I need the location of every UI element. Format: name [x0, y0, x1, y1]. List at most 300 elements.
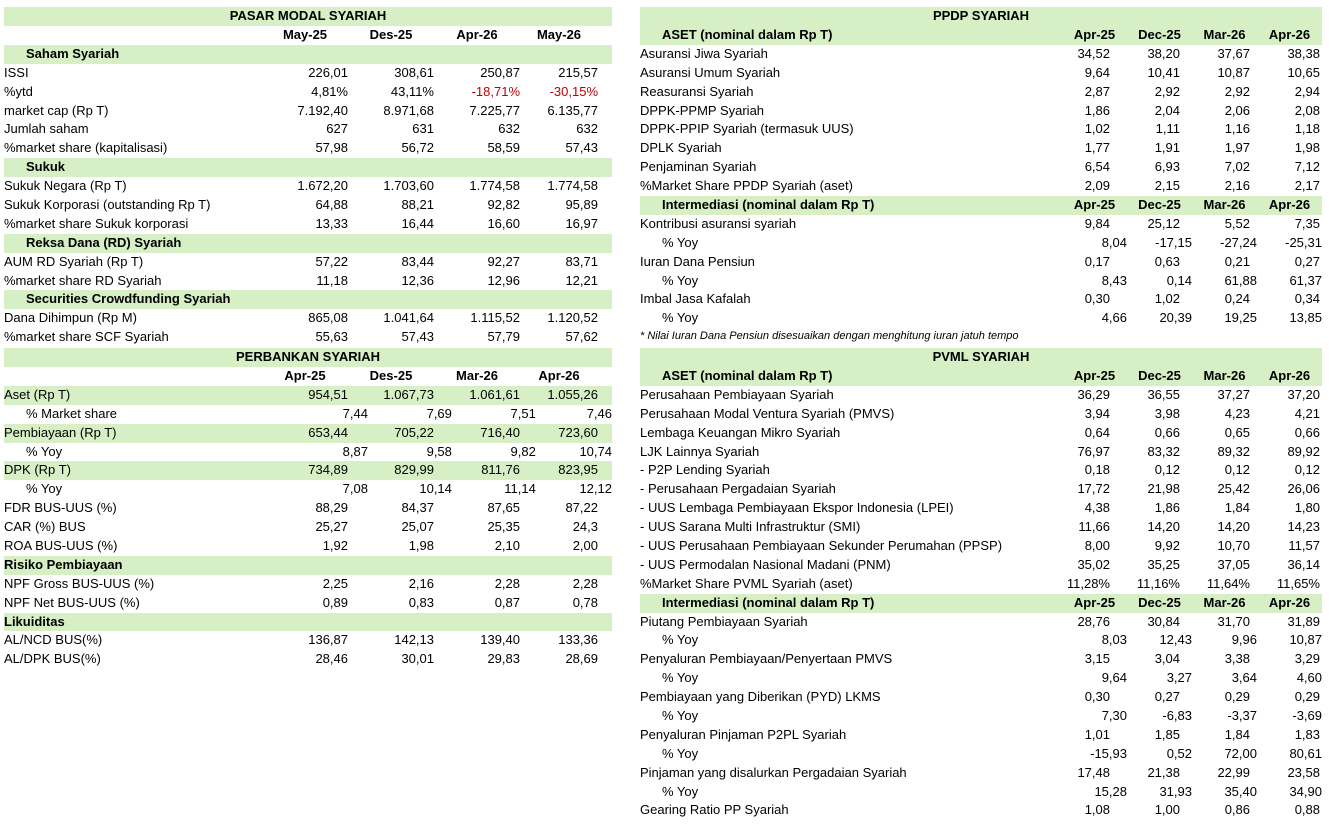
- cell-value: 0,17: [1084, 253, 1110, 269]
- cell-value: -30,15%: [549, 83, 598, 99]
- table-row: [640, 234, 1322, 253]
- ppdp-syariah-table: [640, 7, 1322, 345]
- cell-value: 2,09: [1084, 178, 1110, 194]
- table-row: [4, 443, 612, 462]
- cell-value: 1,98: [1294, 140, 1320, 156]
- row-label: Iuran Dana Pensiun: [640, 253, 755, 269]
- cell-value: 0,14: [1166, 272, 1192, 288]
- row-label: Pembiayaan yang Diberikan (PYD) LKMS: [640, 689, 881, 705]
- cell-value: 20,39: [1159, 310, 1192, 326]
- cell-value: 1,97: [1224, 140, 1250, 156]
- cell-value: 31,70: [1217, 613, 1250, 629]
- cell-value: 12,21: [565, 272, 598, 288]
- cell-value: 87,65: [487, 500, 520, 516]
- cell-value: 14,20: [1147, 519, 1180, 535]
- section-header: [4, 613, 612, 632]
- cell-value: 11,18: [316, 272, 348, 288]
- cell-value: 1,86: [1154, 500, 1180, 516]
- row-label: - UUS Lembaga Pembiayaan Ekspor Indonesia (LPEI): [640, 500, 954, 516]
- row-label: - UUS Permodalan Nasional Madani (PNM): [640, 556, 891, 572]
- cell-value: 0,24: [1224, 291, 1250, 307]
- subsection-label: Intermediasi (nominal dalam Rp T): [662, 197, 875, 213]
- cell-value: 1,80: [1294, 500, 1320, 516]
- table-row: [640, 764, 1322, 783]
- row-label: Jumlah saham: [4, 121, 89, 137]
- cell-value: 36,55: [1147, 386, 1180, 402]
- cell-value: 89,32: [1217, 443, 1250, 459]
- column-header: Apr-26: [1268, 594, 1311, 610]
- cell-value: 1.703,60: [383, 178, 434, 194]
- row-label: %ytd: [4, 83, 33, 99]
- table-row: [640, 309, 1322, 328]
- row-label: Asuransi Jiwa Syariah: [640, 45, 768, 61]
- cell-value: -27,24: [1220, 234, 1257, 250]
- row-label: % Market share: [26, 405, 118, 421]
- cell-value: 24,3: [572, 519, 598, 535]
- cell-value: 31,93: [1159, 783, 1192, 799]
- column-header: Mar-26: [1203, 27, 1246, 42]
- cell-value: 1,92: [322, 538, 348, 554]
- row-label: Pembiayaan (Rp T): [4, 424, 117, 440]
- row-label: %market share SCF Syariah: [4, 329, 169, 345]
- cell-value: -18,71%: [471, 83, 520, 99]
- cell-value: 1.061,61: [469, 386, 520, 402]
- cell-value: 2,10: [494, 538, 520, 554]
- cell-value: 13,33: [315, 215, 348, 231]
- cell-value: 7,02: [1224, 159, 1250, 175]
- cell-value: 10,87: [1289, 632, 1322, 648]
- table-row: [4, 215, 612, 234]
- section-label: Saham Syariah: [26, 45, 120, 61]
- section-label: Reksa Dana (RD) Syariah: [26, 234, 182, 250]
- cell-value: 2,94: [1294, 83, 1320, 99]
- column-header: Apr-26: [1268, 368, 1311, 383]
- row-label: %Market Share PPDP Syariah (aset): [640, 178, 853, 194]
- cell-value: 55,63: [315, 329, 348, 345]
- cell-value: 64,88: [315, 197, 348, 213]
- cell-value: -25,31: [1285, 234, 1322, 250]
- section-label: Likuiditas: [4, 613, 65, 629]
- row-label: % Yoy: [662, 670, 699, 686]
- table-row: [4, 518, 612, 537]
- cell-value: -15,93: [1090, 745, 1127, 761]
- cell-value: 87,22: [565, 500, 598, 516]
- table-row: [4, 309, 612, 328]
- cell-value: 0,18: [1084, 462, 1110, 478]
- cell-value: 1.041,64: [383, 310, 434, 326]
- row-label: AUM RD Syariah (Rp T): [4, 253, 144, 269]
- cell-value: 57,62: [565, 329, 598, 345]
- cell-value: 0,64: [1084, 424, 1110, 440]
- cell-value: 7,44: [342, 405, 368, 421]
- row-label: % Yoy: [26, 443, 63, 459]
- table-row: [4, 405, 612, 424]
- cell-value: 7,12: [1294, 159, 1320, 175]
- cell-value: 4,38: [1084, 500, 1110, 516]
- table-row: [640, 613, 1322, 632]
- cell-value: 136,87: [308, 632, 348, 648]
- table-row: [640, 120, 1322, 139]
- cell-value: 83,32: [1147, 443, 1180, 459]
- cell-value: 631: [412, 121, 434, 137]
- table-row: [640, 290, 1322, 309]
- table-row: [640, 386, 1322, 405]
- cell-value: 57,43: [565, 140, 598, 156]
- column-header-row: [4, 367, 612, 386]
- cell-value: 7,30: [1101, 708, 1127, 724]
- table-row: [4, 177, 612, 196]
- cell-value: 11,57: [1288, 538, 1320, 554]
- row-label: Sukuk Negara (Rp T): [4, 178, 127, 194]
- cell-value: 823,95: [558, 462, 598, 478]
- cell-value: 58,59: [487, 140, 520, 156]
- row-label: Dana Dihimpun (Rp M): [4, 310, 137, 326]
- cell-value: 250,87: [480, 64, 520, 80]
- cell-value: 12,96: [487, 272, 520, 288]
- cell-value: 56,72: [401, 140, 434, 156]
- cell-value: 4,23: [1224, 405, 1250, 421]
- section-header: [4, 290, 612, 309]
- row-label: Penjaminan Syariah: [640, 159, 757, 175]
- cell-value: 2,16: [408, 575, 434, 591]
- footnote: * Nilai Iuran Dana Pensiun disesuaikan dengan menghitung iuran jatuh tempo: [640, 330, 1019, 343]
- column-header-row: [640, 367, 1322, 386]
- cell-value: 4,60: [1296, 670, 1322, 686]
- cell-value: 25,27: [315, 519, 348, 535]
- section-label: Risiko Pembiayaan: [4, 556, 123, 572]
- cell-value: 30,01: [401, 651, 434, 667]
- cell-value: 89,92: [1287, 443, 1320, 459]
- cell-value: 0,29: [1224, 689, 1250, 705]
- cell-value: 1.067,73: [383, 386, 434, 402]
- cell-value: 38,20: [1147, 45, 1180, 61]
- cell-value: 632: [498, 121, 520, 137]
- column-header: Apr-25: [1073, 594, 1116, 610]
- row-label: % Yoy: [662, 745, 699, 761]
- cell-value: 1,91: [1154, 140, 1180, 156]
- cell-value: 14,20: [1217, 519, 1250, 535]
- cell-value: 8,03: [1101, 632, 1127, 648]
- cell-value: 11,16%: [1136, 575, 1180, 591]
- cell-value: 0,87: [494, 594, 520, 610]
- cell-value: 57,98: [315, 140, 348, 156]
- table-row: [640, 688, 1322, 707]
- row-label: Imbal Jasa Kafalah: [640, 291, 751, 307]
- table-row: [4, 537, 612, 556]
- cell-value: 2,28: [572, 575, 598, 591]
- cell-value: 8,00: [1084, 538, 1110, 554]
- row-label: FDR BUS-UUS (%): [4, 500, 117, 516]
- cell-value: 19,25: [1224, 310, 1257, 326]
- row-label: Perusahaan Pembiayaan Syariah: [640, 386, 834, 402]
- row-label: ISSI: [4, 64, 29, 80]
- cell-value: 22,99: [1217, 764, 1250, 780]
- row-label: DPK (Rp T): [4, 462, 71, 478]
- table-row: [640, 424, 1322, 443]
- cell-value: 0,34: [1294, 291, 1320, 307]
- row-label: %Market Share PVML Syariah (aset): [640, 575, 853, 591]
- cell-value: 723,60: [558, 424, 598, 440]
- cell-value: 1,01: [1084, 726, 1110, 742]
- cell-value: 34,90: [1289, 783, 1322, 799]
- row-label: ROA BUS-UUS (%): [4, 538, 118, 554]
- table-row: [4, 83, 612, 102]
- cell-value: 17,72: [1077, 481, 1110, 497]
- table-row: [4, 196, 612, 215]
- table-row: [640, 556, 1322, 575]
- cell-value: 705,22: [394, 424, 434, 440]
- column-header: Apr-25: [1073, 27, 1116, 42]
- table-row: [640, 518, 1322, 537]
- row-label: %market share (kapitalisasi): [4, 140, 168, 156]
- table-row: [640, 650, 1322, 669]
- section-header: [4, 234, 612, 253]
- row-label: DPLK Syariah: [640, 140, 722, 156]
- cell-value: 142,13: [394, 632, 434, 648]
- cell-value: 0,66: [1294, 424, 1320, 440]
- row-label: Aset (Rp T): [4, 386, 71, 402]
- row-label: Kontribusi asuransi syariah: [640, 215, 797, 231]
- cell-value: 1.120,52: [547, 310, 598, 326]
- cell-value: 3,15: [1084, 651, 1110, 667]
- cell-value: 3,38: [1224, 651, 1250, 667]
- column-header: Dec-25: [1138, 27, 1181, 42]
- cell-value: 57,43: [401, 329, 434, 345]
- cell-value: 9,58: [426, 443, 452, 459]
- table-row: [4, 424, 612, 443]
- row-label: AL/DPK BUS(%): [4, 651, 101, 667]
- row-label: LJK Lainnya Syariah: [640, 443, 760, 459]
- cell-value: 7.192,40: [297, 102, 348, 118]
- column-header: Dec-25: [1138, 368, 1181, 383]
- cell-value: 0,78: [572, 594, 598, 610]
- cell-value: 1,00: [1154, 802, 1180, 818]
- column-header-label: ASET (nominal dalam Rp T): [662, 27, 833, 42]
- cell-value: 11,65%: [1276, 575, 1320, 591]
- column-header: Des-25: [369, 368, 413, 383]
- table-row: [4, 499, 612, 518]
- row-label: Pinjaman yang disalurkan Pergadaian Syariah: [640, 764, 907, 780]
- cell-value: 8.971,68: [383, 102, 434, 118]
- cell-value: 29,83: [487, 651, 520, 667]
- cell-value: 1,84: [1224, 726, 1250, 742]
- cell-value: 1,18: [1294, 121, 1320, 137]
- table-row: [4, 650, 612, 669]
- row-label: DPPK-PPIP Syariah (termasuk UUS): [640, 121, 854, 137]
- cell-value: 0,27: [1294, 253, 1320, 269]
- cell-value: 31,89: [1287, 613, 1320, 629]
- row-label: NPF Net BUS-UUS (%): [4, 594, 140, 610]
- column-header: Apr-25: [1073, 197, 1116, 213]
- cell-value: 3,64: [1231, 670, 1257, 686]
- cell-value: 25,12: [1147, 215, 1180, 231]
- table-row: [640, 158, 1322, 177]
- cell-value: 13,85: [1289, 310, 1322, 326]
- cell-value: 36,29: [1077, 386, 1110, 402]
- cell-value: 226,01: [308, 64, 348, 80]
- cell-value: 7,51: [510, 405, 536, 421]
- cell-value: 0,29: [1294, 689, 1320, 705]
- table-title: PPDP SYARIAH: [640, 7, 1322, 26]
- section-header: [4, 158, 612, 177]
- table-row: [640, 499, 1322, 518]
- cell-value: 9,84: [1084, 215, 1110, 231]
- row-label: Gearing Ratio PP Syariah: [640, 802, 789, 818]
- cell-value: 2,00: [572, 538, 598, 554]
- cell-value: 0,12: [1294, 462, 1320, 478]
- table-title: PASAR MODAL SYARIAH: [4, 7, 612, 26]
- table-row: [640, 575, 1322, 594]
- cell-value: 88,29: [315, 500, 348, 516]
- row-label: AL/NCD BUS(%): [4, 632, 103, 648]
- cell-value: 83,44: [401, 253, 434, 269]
- table-row: [640, 177, 1322, 196]
- cell-value: 34,52: [1077, 45, 1110, 61]
- cell-value: -3,69: [1292, 708, 1322, 724]
- row-label: %market share RD Syariah: [4, 272, 162, 288]
- cell-value: 8,04: [1101, 234, 1127, 250]
- cell-value: -6,83: [1162, 708, 1192, 724]
- cell-value: -17,15: [1155, 234, 1192, 250]
- table-row: [4, 461, 612, 480]
- pvml-syariah-table: [640, 348, 1322, 820]
- cell-value: 10,14: [419, 481, 452, 497]
- row-label: % Yoy: [662, 272, 699, 288]
- table-row: [640, 45, 1322, 64]
- cell-value: 37,20: [1287, 386, 1320, 402]
- table-row: [640, 783, 1322, 802]
- section-label: Securities Crowdfunding Syariah: [26, 291, 231, 307]
- cell-value: 12,36: [401, 272, 434, 288]
- cell-value: 61,88: [1224, 272, 1257, 288]
- cell-value: 26,06: [1287, 481, 1320, 497]
- cell-value: 37,67: [1217, 45, 1250, 61]
- cell-value: 10,74: [579, 443, 612, 459]
- cell-value: 0,63: [1154, 253, 1180, 269]
- column-header: Apr-26: [456, 27, 498, 42]
- cell-value: 92,82: [487, 197, 520, 213]
- subsection-header: [640, 594, 1322, 613]
- cell-value: 88,21: [401, 197, 434, 213]
- table-row: [640, 405, 1322, 424]
- table-row: [640, 461, 1322, 480]
- cell-value: 308,61: [394, 64, 434, 80]
- cell-value: 2,16: [1224, 178, 1250, 194]
- row-label: - P2P Lending Syariah: [640, 462, 770, 478]
- table-row: [640, 707, 1322, 726]
- cell-value: 0,52: [1166, 745, 1192, 761]
- table-title: PERBANKAN SYARIAH: [4, 348, 612, 367]
- cell-value: 2,28: [494, 575, 520, 591]
- cell-value: 21,38: [1147, 764, 1180, 780]
- cell-value: 1,84: [1224, 500, 1250, 516]
- cell-value: 1.672,20: [297, 178, 348, 194]
- row-label: Asuransi Umum Syariah: [640, 64, 781, 80]
- cell-value: 80,61: [1289, 745, 1322, 761]
- table-row: [4, 253, 612, 272]
- row-label: Piutang Pembiayaan Syariah: [640, 613, 808, 629]
- column-header: Mar-26: [456, 368, 498, 383]
- cell-value: 30,84: [1147, 613, 1180, 629]
- row-label: Sukuk Korporasi (outstanding Rp T): [4, 197, 211, 213]
- cell-value: 8,87: [342, 443, 368, 459]
- cell-value: 25,07: [401, 519, 434, 535]
- cell-value: 95,89: [565, 197, 598, 213]
- column-header: Apr-25: [284, 368, 326, 383]
- row-label: CAR (%) BUS: [4, 519, 86, 535]
- table-row: [4, 64, 612, 83]
- cell-value: 21,98: [1147, 481, 1180, 497]
- table-row: [4, 120, 612, 139]
- cell-value: 9,64: [1101, 670, 1127, 686]
- cell-value: 0,12: [1154, 462, 1180, 478]
- table-row: [640, 102, 1322, 121]
- cell-value: 37,05: [1217, 556, 1250, 572]
- table-row: [4, 102, 612, 121]
- column-header-row: [4, 26, 612, 45]
- cell-value: 1,86: [1084, 102, 1110, 118]
- cell-value: 2,06: [1224, 102, 1250, 118]
- cell-value: 9,92: [1154, 538, 1180, 554]
- table-row: [4, 328, 612, 347]
- cell-value: 57,79: [487, 329, 520, 345]
- table-row: [4, 139, 612, 158]
- column-header: Apr-25: [1073, 368, 1116, 383]
- section-header: [4, 556, 612, 575]
- subsection-header: [640, 196, 1322, 215]
- cell-value: 17,48: [1077, 764, 1110, 780]
- cell-value: 23,58: [1287, 764, 1320, 780]
- column-header: Mar-26: [1203, 197, 1246, 213]
- cell-value: 15,28: [1094, 783, 1127, 799]
- cell-value: 4,66: [1101, 310, 1127, 326]
- cell-value: 76,97: [1077, 443, 1110, 459]
- row-label: Reasuransi Syariah: [640, 83, 754, 99]
- cell-value: 83,71: [565, 253, 598, 269]
- row-label: % Yoy: [662, 783, 699, 799]
- cell-value: 865,08: [308, 310, 348, 326]
- cell-value: 1,08: [1084, 802, 1110, 818]
- column-header: Apr-26: [1268, 197, 1311, 213]
- cell-value: 92,27: [487, 253, 520, 269]
- cell-value: 0,86: [1224, 802, 1250, 818]
- section-label: Sukuk: [26, 159, 66, 175]
- cell-value: 28,76: [1077, 613, 1110, 629]
- cell-value: 0,27: [1154, 689, 1180, 705]
- cell-value: 2,17: [1294, 178, 1320, 194]
- cell-value: -3,37: [1227, 708, 1257, 724]
- cell-value: 2,92: [1154, 83, 1180, 99]
- cell-value: 10,41: [1147, 64, 1180, 80]
- cell-value: 1,77: [1084, 140, 1110, 156]
- cell-value: 28,46: [315, 651, 348, 667]
- cell-value: 1,16: [1224, 121, 1250, 137]
- cell-value: 716,40: [480, 424, 520, 440]
- table-row: [640, 139, 1322, 158]
- table-row: [4, 272, 612, 291]
- cell-value: 0,30: [1084, 689, 1110, 705]
- cell-value: 1,11: [1155, 121, 1180, 137]
- cell-value: 10,70: [1217, 538, 1250, 554]
- row-label: - UUS Perusahaan Pembiayaan Sekunder Perumahan (PPSP): [640, 538, 1003, 554]
- cell-value: 1.115,52: [470, 310, 520, 326]
- cell-value: 9,96: [1231, 632, 1257, 648]
- column-header: Mar-26: [1203, 594, 1246, 610]
- table-row: [640, 64, 1322, 83]
- cell-value: 11,64%: [1206, 575, 1250, 591]
- column-header: May-26: [536, 27, 582, 42]
- cell-value: 829,99: [394, 462, 434, 478]
